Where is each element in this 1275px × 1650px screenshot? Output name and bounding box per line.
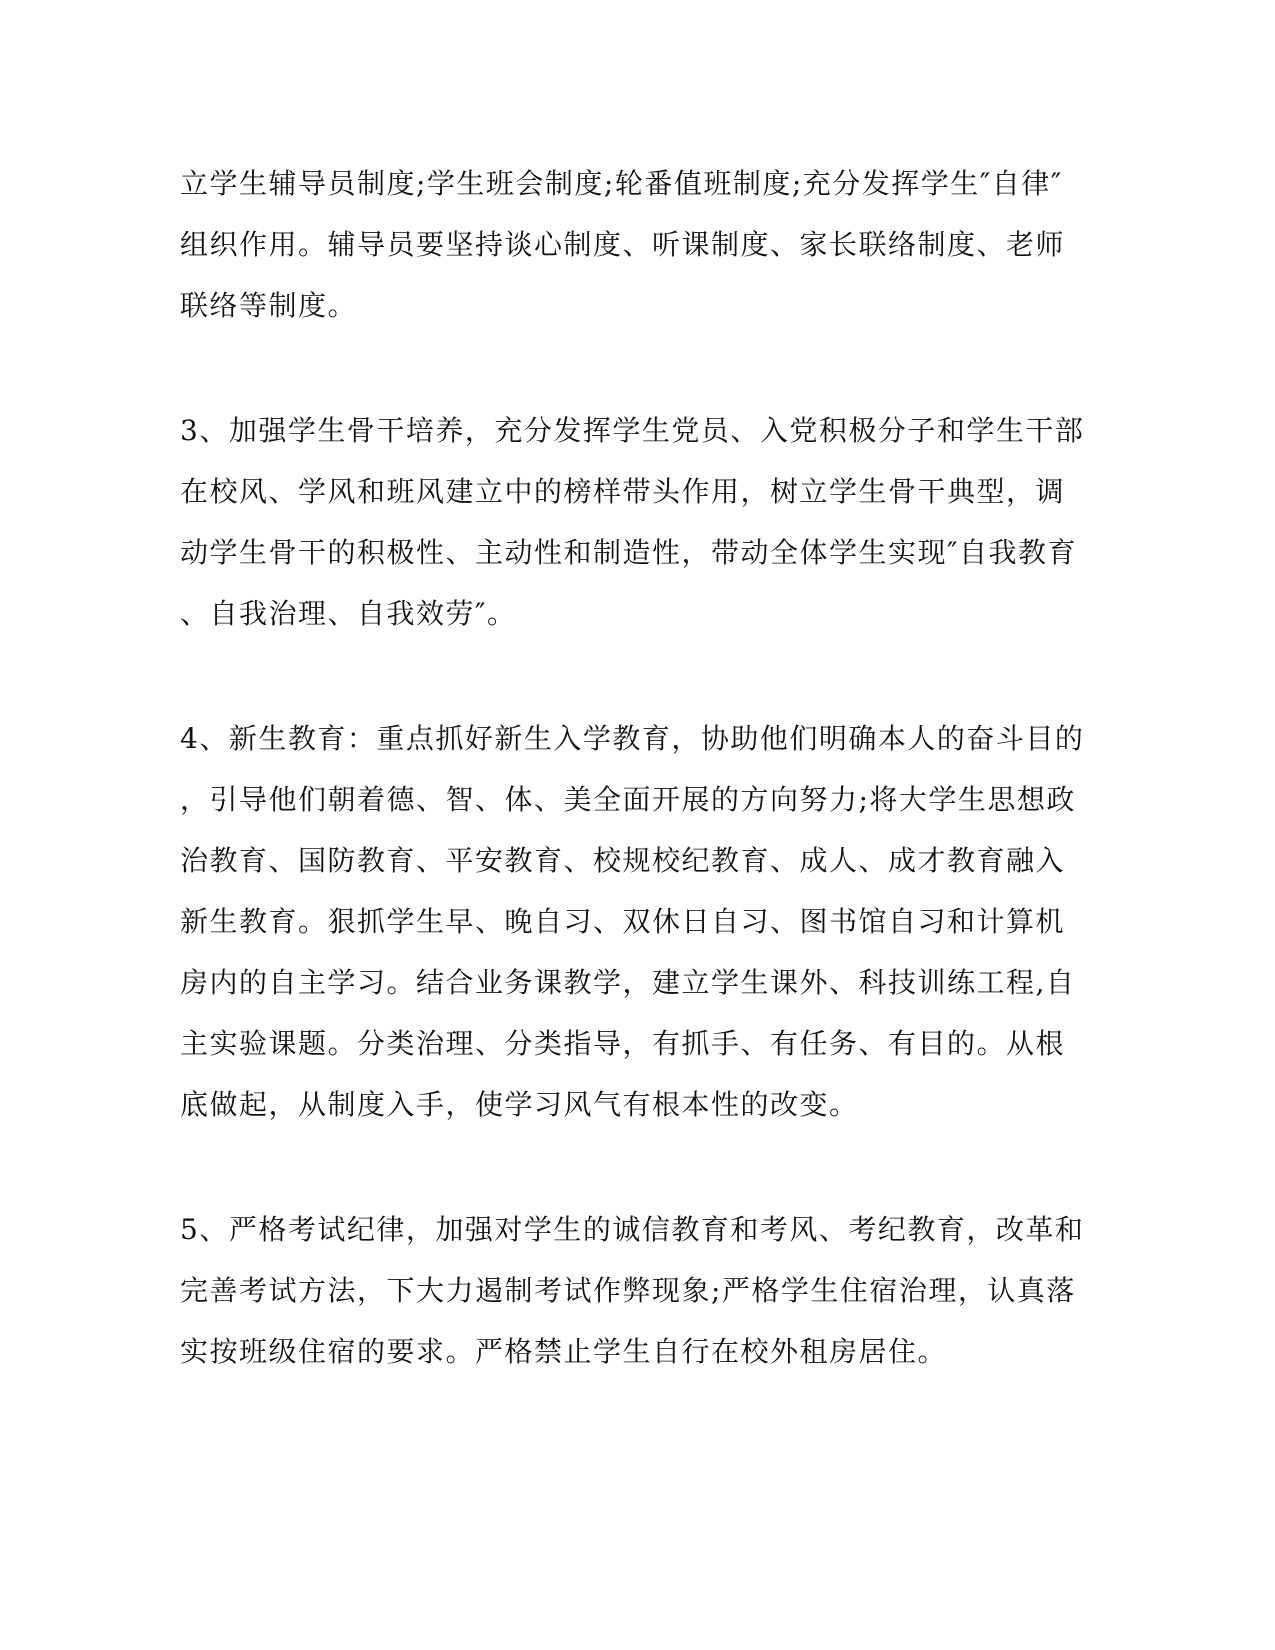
- paragraph-line: 、自我治理、自我效劳″。: [180, 597, 517, 630]
- paragraph-line: 组织作用。辅导员要坚持谈心制度、听课制度、家长联络制度、老师: [180, 228, 1066, 261]
- paragraph-line: 4、新生教育：重点抓好新生入学教育，协助他们明确本人的奋斗目的: [180, 722, 1085, 755]
- paragraph-line: 新生教育。狠抓学生早、晚自习、双休日自习、图书馆自习和计算机: [180, 905, 1066, 938]
- paragraph-line: 底做起，从制度入手，使学习风气有根本性的改变。: [180, 1088, 859, 1121]
- paragraph-line: 3、加强学生骨干培养，充分发挥学生党员、入党积极分子和学生干部: [180, 414, 1085, 447]
- paragraph-line: 实按班级住宿的要求。严格禁止学生自行在校外租房居住。: [180, 1335, 948, 1368]
- paragraph-line: 房内的自主学习。结合业务课教学，建立学生课外、科技训练工程,自: [180, 966, 1076, 999]
- paragraph-line: 动学生骨干的积极性、主动性和制造性，带动全体学生实现″自我教育: [180, 536, 1077, 569]
- paragraph-line: 主实验课题。分类治理、分类指导，有抓手、有任务、有目的。从根: [180, 1027, 1066, 1060]
- paragraph-line: 联络等制度。: [180, 289, 358, 322]
- paragraph-line: 完善考试方法，下大力遏制考试作弊现象;严格学生住宿治理，认真落: [180, 1274, 1076, 1307]
- paragraph-line: 治教育、国防教育、平安教育、校规校纪教育、成人、成才教育融入: [180, 844, 1066, 877]
- paragraph-line: 5、严格考试纪律，加强对学生的诚信教育和考风、考纪教育，改革和: [180, 1213, 1085, 1246]
- paragraph-line: 立学生辅导员制度;学生班会制度;轮番值班制度;充分发挥学生″自律″: [180, 167, 1063, 200]
- paragraph-line: 在校风、学风和班风建立中的榜样带头作用，树立学生骨干典型，调: [180, 475, 1066, 508]
- paragraph-line: ，引导他们朝着德、智、体、美全面开展的方向努力;将大学生思想政: [180, 783, 1076, 816]
